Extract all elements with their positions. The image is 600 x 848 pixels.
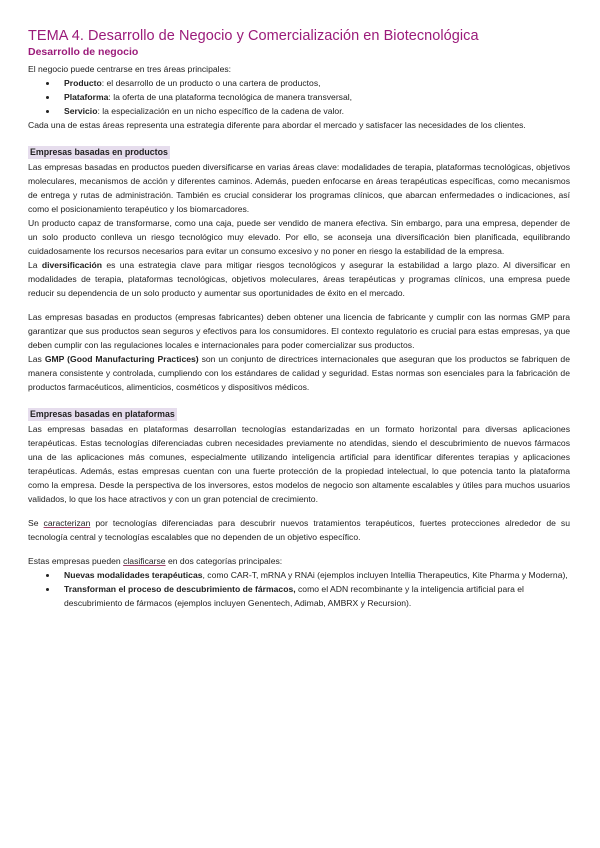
- paragraph: [28, 352, 570, 394]
- subheading-plataformas: Empresas basadas en plataformas: [30, 409, 175, 419]
- list-item-term: Transforman el proceso de descubrimiento de fármacos,: [64, 584, 296, 594]
- text-span: Las: [28, 354, 45, 364]
- text-span: es una estrategia clave para mitigar riesgos tecnológicos y asegurar la estabilidad a largo plazo. Al diversificar en modalidades de terapia, plataformas tecnológicas, objetivos moleculares, áreas terapéuticas y programas clínicos, una empresa puede reducir su dependencia de un solo producto y aumentar sus oportunidades de éxito en el mercado.: [28, 260, 570, 298]
- key-term: GMP (Good Manufacturing Practices): [44, 354, 199, 364]
- list-item-text: , como CAR-T, mRNA y RNAi (ejemplos incluyen Intellia Therapeutics, Kite Pharma y Moderna),: [202, 570, 568, 580]
- paragraph: Las empresas basadas en productos pueden diversificarse en varias áreas clave: modalidades de terapia, plataformas tecnológicas, objetivos moleculares, mecanismos de acción y diferentes caminos. Además, pueden enfocarse en áreas terapéuticas específicas, como mecanismos de entrega y rutas de administración. También es crucial considerar los programas clínicos, que abarcan enfermedades o indicaciones, así como el posicionamiento terapéutico y los biomarcadores.: [28, 162, 570, 214]
- paragraph: Las empresas basadas en plataformas desarrollan tecnologías estandarizadas en un formato horizontal para diversas aplicaciones terapéuticas. Estas tecnologías diferenciadas cubren necesidades previamente no atendidas, siendo el descubrimiento de nuevos fármacos una de las aplicaciones más comunes, especialmente utilizando inteligencia artificial para identificar diferentes terapias y aplicaciones terapéuticas. Además, estas empresas cuentan con una fuerte protección de la propiedad intelectual, lo que potencia tanto la plataforma como la empresa. Desde la perspectiva de los inversores, estos modelos de negocio son altamente escalables y útiles para muchos usuarios validados, lo que los hace atractivos y con un gran potencial de crecimiento.: [28, 424, 570, 504]
- list-item-term: Nuevas modalidades terapéuticas: [64, 570, 203, 580]
- text-span: La: [28, 260, 42, 270]
- key-term: diversificación: [41, 260, 103, 270]
- areas-list: [28, 76, 570, 118]
- subheading-productos: Empresas basadas en productos: [30, 147, 168, 157]
- list-item-text: : la oferta de una plataforma tecnológica de manera transversal,: [108, 92, 353, 102]
- list-item-term: Plataforma: [64, 92, 109, 102]
- section-heading-desarrollo: Desarrollo de negocio: [28, 46, 139, 58]
- list-item: [58, 90, 570, 104]
- list-item-term: Producto: [64, 78, 102, 88]
- intro-paragraph: El negocio puede centrarse en tres áreas principales:: [28, 64, 232, 74]
- list-item: [58, 76, 570, 90]
- list-item-text: como el ADN recombinante y la inteligencia artificial para el descubrimiento de fármacos (ejemplos incluyen Genentech, Adimab, AMBRX y Recursion).: [64, 584, 524, 608]
- underlined-word: clasificarse: [123, 556, 166, 566]
- list-item-text: : el desarrollo de un producto o una cartera de productos,: [101, 78, 321, 88]
- paragraph: [28, 516, 570, 544]
- list-item: [58, 582, 570, 610]
- paragraph: Un producto capaz de transformarse, como una caja, puede ser vendido de manera efectiva. Sin embargo, para una empresa, depender de un solo producto conlleva un riesgo tecnológico muy elevado. Por ello, se aconseja una diversificación bien planificada, equilibrando cuidadosamente los recursos necesarios para evitar un consumo excesivo y no poner en riesgo la estabilidad de la empresa.: [28, 218, 570, 256]
- document-title: TEMA 4. Desarrollo de Negocio y Comercialización en Biotecnológica: [28, 28, 479, 44]
- paragraph: Las empresas basadas en productos (empresas fabricantes) deben obtener una licencia de fabricante y cumplir con las normas GMP para garantizar que sus productos sean seguros y efectivos para los consumidores. El contexto regulatorio es crucial para estas empresas, ya que deben cumplir con las regulaciones locales e internacionales para poder comercializar sus productos.: [28, 312, 570, 350]
- categories-list: [28, 568, 570, 610]
- list-item: [58, 104, 570, 118]
- list-item-term: Servicio: [64, 106, 98, 116]
- text-span: por tecnologías diferenciadas para descubrir nuevos tratamientos terapéuticos, fuertes protecciones alrededor de su tecnología central y tecnologías escalables que no dependen de un objetivo específico.: [28, 518, 570, 542]
- list-item: [58, 568, 570, 582]
- paragraph: [28, 554, 570, 568]
- text-span: en dos categorías principales:: [165, 556, 283, 566]
- underlined-word: caracterizan: [43, 518, 91, 528]
- text-span: Estas empresas pueden: [28, 556, 124, 566]
- text-span: son un conjunto de directrices internacionales que aseguran que los productos se fabriquen de manera consistente y controlada, cumpliendo con los estándares de calidad y seguridad. Estas normas son esenciales para la fabricación de productos farmacéuticos, alimenticios, cosméticos y dispositivos médicos.: [28, 354, 570, 392]
- list-item-text: : la especialización en un nicho específico de la cadena de valor.: [97, 106, 344, 116]
- summary-paragraph: Cada una de estas áreas representa una estrategia diferente para abordar el mercado y satisfacer las necesidades de los clientes.: [28, 120, 526, 130]
- text-span: Se: [28, 518, 44, 528]
- paragraph: [28, 258, 570, 300]
